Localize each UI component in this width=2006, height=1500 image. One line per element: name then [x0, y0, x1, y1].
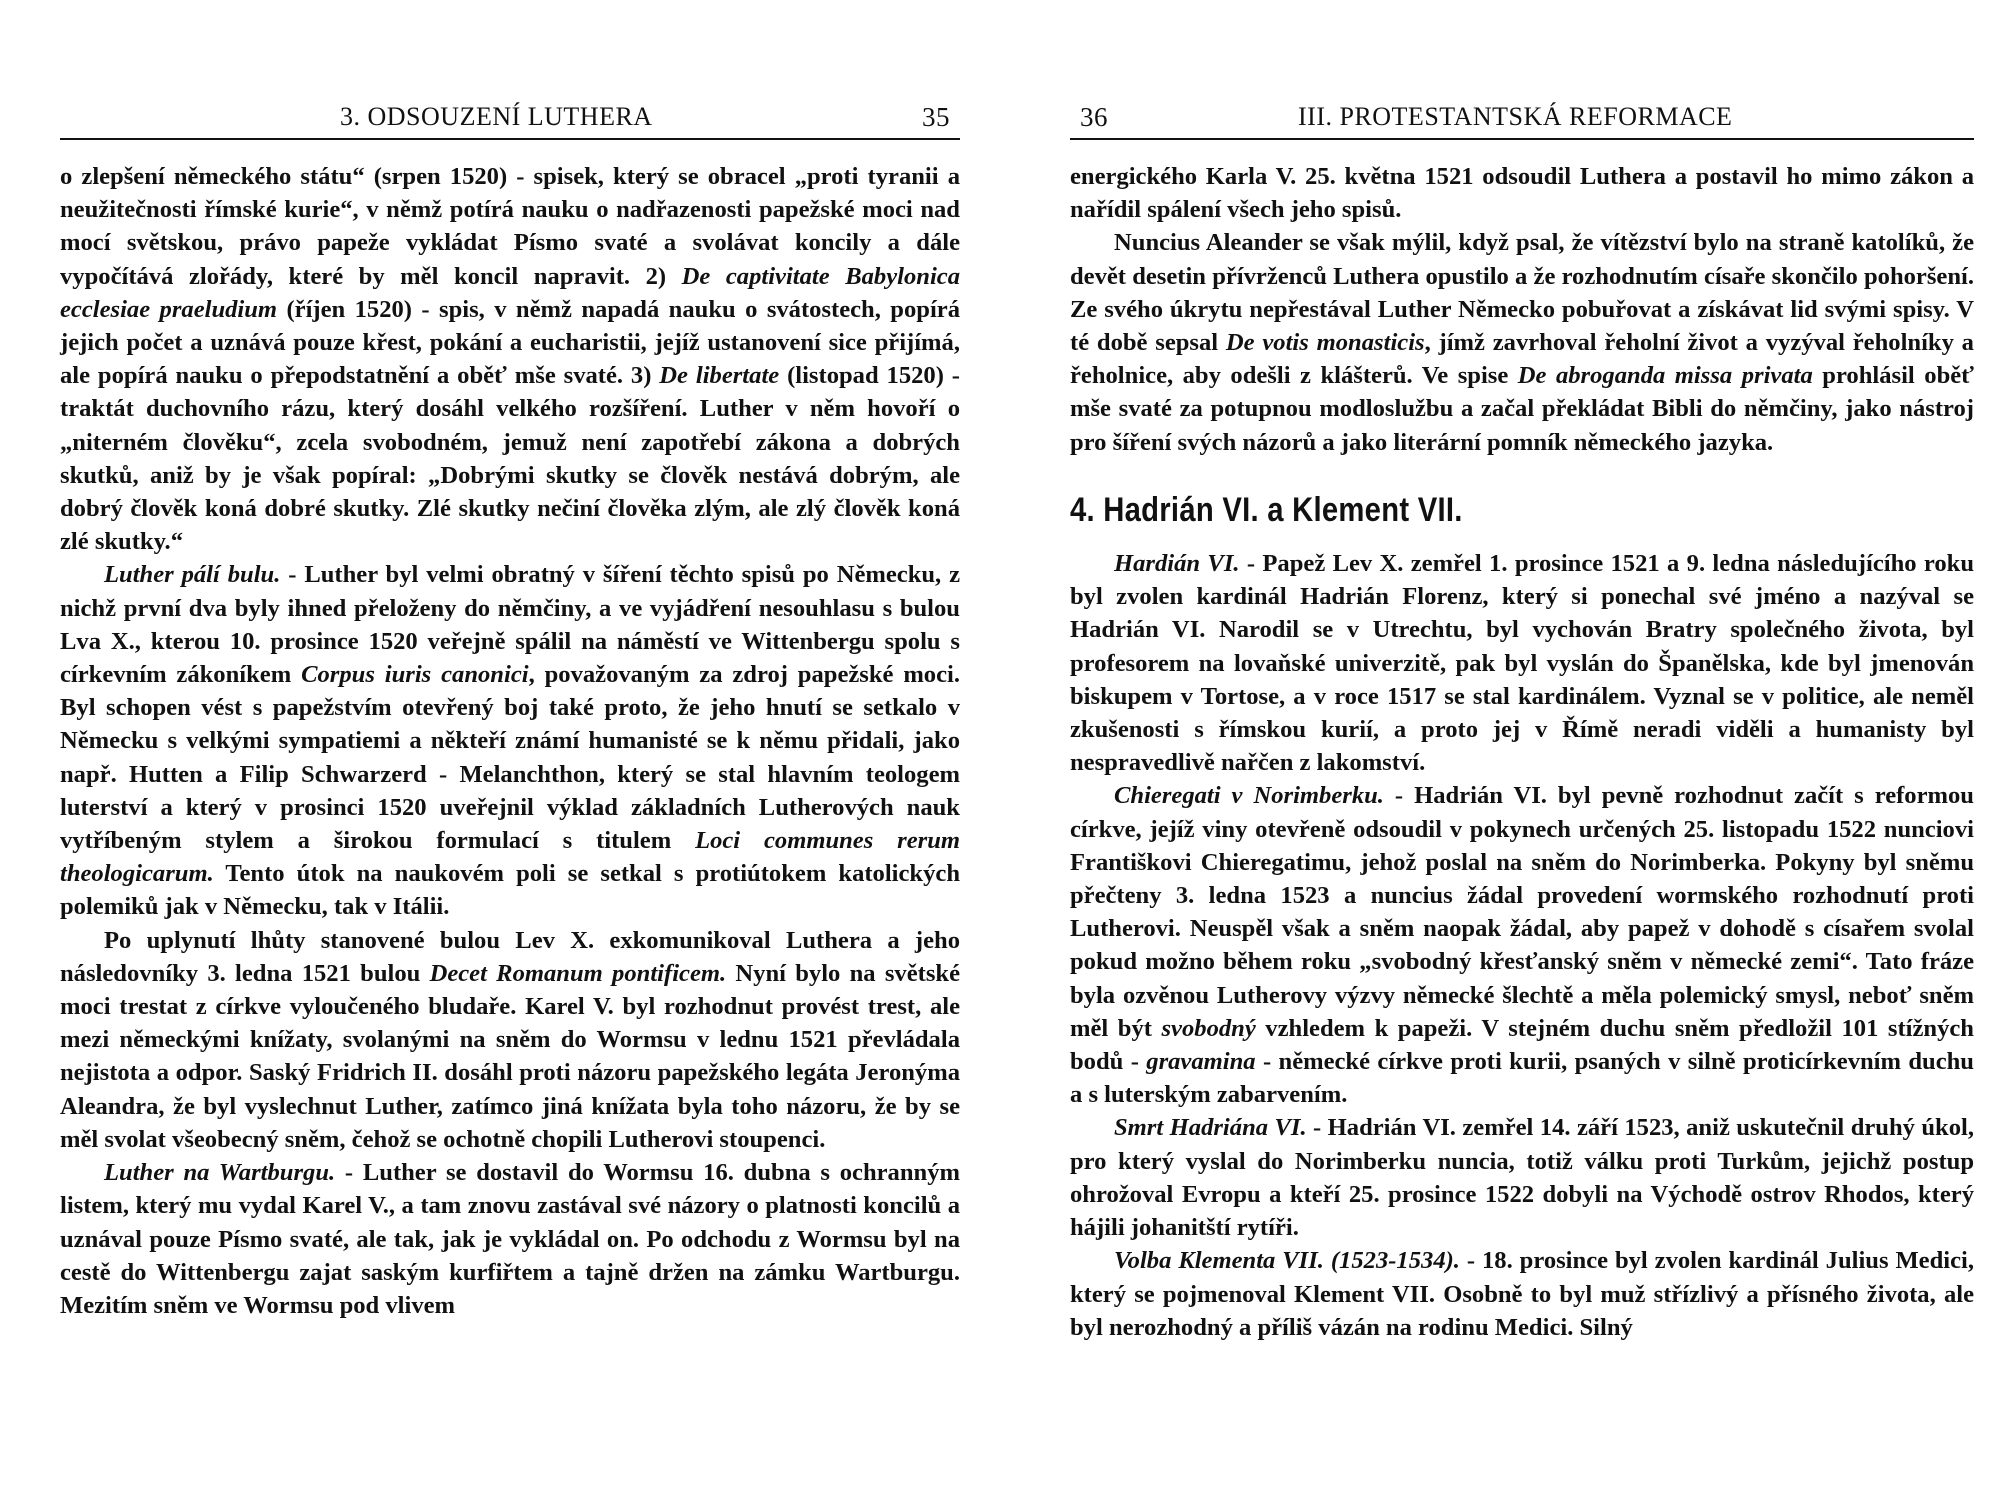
text-run: , považovaným za zdroj papežské moci. Byl schopen vést s papežstvím otevřený boj také proto, že jeho hnutí se setkalo v Německu s velkými sympatiemi a někteří známí humanisté se k němu přidali, jako např. Hutten a Filip Schwarzerd - Melanchthon, který se stal hlavním teologem luterství a který v prosinci 1520 uveřejnil výklad základních Lutherových nauk vytříbeným stylem a širokou formulací s titulem [60, 661, 961, 855]
italic-text: Chieregati v Norimberku. [1114, 782, 1384, 810]
paragraph [1070, 547, 1974, 779]
text-run: - Hadrián VI. zemřel 14. září 1523, aniž uskutečnil druhý úkol, pro který vyslal do Norimberku nuncia, totiž válku proti Turkům, jejichž postup ohrožoval Evropu a kteří 25. prosince 1522 dobyli na Východě ostrov Rhodos, který hájili johanitští rytíři. [1070, 1114, 1974, 1242]
italic-text: Volba Klementa VII. (1523-1534). [1114, 1247, 1460, 1275]
italic-text: De captivitate Babylonica ecclesiae praeludium [60, 262, 960, 323]
italic-text: gravamina [1146, 1048, 1256, 1076]
italic-text: svobodný [1161, 1014, 1256, 1042]
text-run: Tento útok na naukovém poli se setkal s protiútokem katolických polemiků jak v Německu, tak v Itálii. [60, 860, 960, 921]
text-run: Po uplynutí lhůty stanovené bulou Lev X. exkomunikoval Luthera a jeho následovníky 3. ledna 1521 bulou [60, 926, 960, 987]
paragraph [60, 924, 960, 1156]
text-run: Nuncius Aleander se však mýlil, když psal, že vítězství bylo na straně katolíků, že devět desetin přívrženců Luthera opustilo a že rozhodnutím císaře skončilo pohoršení. Ze svého úkrytu nepřestával Luther Německo pobuřovat a získávat lid svými spisy. V té době sepsal [1070, 229, 1974, 357]
text-run: prohlásil oběť mše svaté za potupnou modloslužbu a začal překládat Bibli do němčiny, jako nástroj pro šíření svých názorů a jako literární pomník německého jazyka. [1070, 362, 1974, 456]
text-run: energického Karla V. 25. května 1521 odsoudil Luthera a postavil ho mimo zákon a nařídil spálení všech jeho spisů. [1070, 163, 1974, 224]
text-run: o zlepšení německého státu“ (srpen 1520) - spisek, který se obracel „proti tyranii a neužitečnosti římské kurie“, v němž potírá nauku o nadřazenosti papežské moci nad mocí světskou, právo papeže vykládat Písmo svaté a svolávat koncily a dále vypočítává zlořády, které by měl koncil napravit. 2) [60, 163, 960, 290]
italic-text: Luther na Wartburgu. [104, 1159, 336, 1187]
italic-text: De libertate [659, 362, 780, 390]
text-run: - Luther se dostavil do Wormsu 16. dubna s ochranným listem, který mu vydal Karel V., a tam znovu zastával své názory o platnosti koncilů a uznával pouze Písmo svaté, ale tak, jak je vykládal on. Po odchodu z Wormsu byl na cestě do Wittenbergu zajat saským kurfiřtem a tajně držen na zámku Wartburgu. Mezitím sněm ve Wormsu pod vlivem [60, 1159, 960, 1319]
text-run: (říjen 1520) - spis, v němž napadá nauku o svátostech, popírá jejich počet a uznává pouze křest, pokání a eucharistii, jejíž ustanovení sice přijímá, ale popírá nauku o přepodstatnění a oběť mše svaté. 3) [60, 295, 960, 390]
text-run: , jímž zavrhoval řeholní život a vyzýval řeholníky a řeholnice, aby odešli z klášterů. Ve spise [1070, 329, 1974, 390]
paragraph [60, 1156, 960, 1322]
paragraph [1070, 779, 1974, 1111]
italic-text: De votis monasticis [1225, 329, 1425, 357]
left-running-header [60, 100, 960, 140]
left-header-title: 3. ODSOUZENÍ LUTHERA [340, 102, 653, 131]
text-run: - Hadrián VI. byl pevně rozhodnut začít s reformou církve, jejíž viny otevřeně odsoudil v pokynech určených 25. listopadu 1522 nunciovi Františkovi Chieregatimu, jehož poslal na sněm do Norimberka. Pokyny byl sněmu přečteny 3. ledna 1523 a nuncius žádal provedení wormského rozhodnutí proti Lutherovi. Neuspěl však a sněm naopak žádal, aby papež v dohodě s císařem svolal pokud možno během roku „svobodný křesťanský sněm v německé zemi“. Tato fráze byla ozvěnou Lutherovy výzvy německé šlechtě a měla polemický smysl, neboť sněm měl být [1070, 782, 1974, 1042]
right-page-number: 36 [1080, 102, 1108, 132]
text-run: - německé církve proti kurii, psaných v silně proticírkevním duchu a s luterským zabarvením. [1070, 1048, 1974, 1109]
right-section-text [1070, 547, 1974, 1344]
paragraph [1070, 1244, 1974, 1344]
italic-text: Luther pálí bulu. [104, 561, 281, 589]
paragraph [1070, 1111, 1974, 1244]
right-page-body [1070, 160, 1974, 1344]
paragraph [60, 558, 960, 923]
paragraph [1070, 160, 1974, 226]
italic-text: Decet Romanum pontificem. [429, 959, 727, 987]
paragraph [60, 160, 960, 558]
italic-text: Corpus iuris canonici [301, 661, 529, 689]
right-intro-text [1070, 160, 1974, 459]
text-run: (listopad 1520) - traktát duchovního rázu, který dosáhl velkého rozšíření. Luther v něm hovoří o „niterném člověku“, zcela svobodném, jemuž není zapotřebí zákona a dobrých skutků, aniž by je však popíral: „Dobrými skutky se člověk nestává dobrým, ale dobrý člověk koná dobré skutky. Zlé skutky nečiní člověka zlým, ale zlý člověk koná zlé skutky.“ [60, 362, 960, 556]
left-page-number: 35 [922, 102, 950, 132]
italic-text: Loci communes rerum theologicarum. [60, 827, 961, 888]
right-running-header [1070, 100, 1974, 140]
text-run: - Papež Lev X. zemřel 1. prosince 1521 a 9. ledna následujícího roku byl zvolen kardinál Hadrián Florenz, který si ponechal své jméno a nazýval se Hadrián VI. Narodil se v Utrechtu, byl vychován Bratry společného života, byl profesorem na lovaňské univerzitě, pak byl vyslán do Španělska, kde byl jmenován biskupem v Tortose, a v roce 1517 se stal kardinálem. Vyznal se v politice, ale neměl zkušenosti s římskou kurií, a proto jej v Římě neradi viděli a humanisty byl nespravedlivě nařčen z lakomství. [1070, 550, 1974, 777]
right-header-title: III. PROTESTANTSKÁ REFORMACE [1298, 102, 1733, 131]
left-page-body [60, 160, 960, 1322]
italic-text: Smrt Hadriána VI. [1114, 1114, 1307, 1142]
italic-text: De abroganda missa privata [1517, 362, 1813, 390]
text-run: Nyní bylo na světské moci trestat z církve vyloučeného bludaře. Karel V. byl rozhodnut provést trest, ale mezi německými knížaty, svolanými na sněm do Wormsu v lednu 1521 převládala nejistota a odpor. Saský Fridrich II. dosáhl proti názoru papežského legáta Jeronýma Aleandra, že byl vyslechnut Luther, zatímco jiná knížata byla toho názoru, že by se měl svolat všeobecný sněm, čehož se ochotně chopili Lutherovi stoupenci. [60, 959, 960, 1153]
italic-text: Hardián VI. [1114, 550, 1240, 578]
section-heading: 4. Hadrián VI. a Klement VII. [1070, 490, 1463, 529]
text-run: - 18. prosince byl zvolen kardinál Julius Medici, který se pojmenoval Klement VII. Osobně to byl muž střízlivý a přísného života, ale byl nerozhodný a příliš vázán na rodinu Medici. Silný [1070, 1247, 1975, 1341]
text-run: vzhledem k papeži. V stejném duchu sněm předložil 101 stížných bodů - [1070, 1014, 1974, 1076]
text-run: - Luther byl velmi obratný v šíření těchto spisů po Německu, z nichž první dva byly ihned přeloženy do němčiny, a ve vyjádření nesouhlasu s bulou Lva X., kterou 10. prosince 1520 veřejně spálil na náměstí ve Wittenbergu spolu s církevním zákoníkem [60, 561, 960, 689]
paragraph [1070, 226, 1974, 458]
